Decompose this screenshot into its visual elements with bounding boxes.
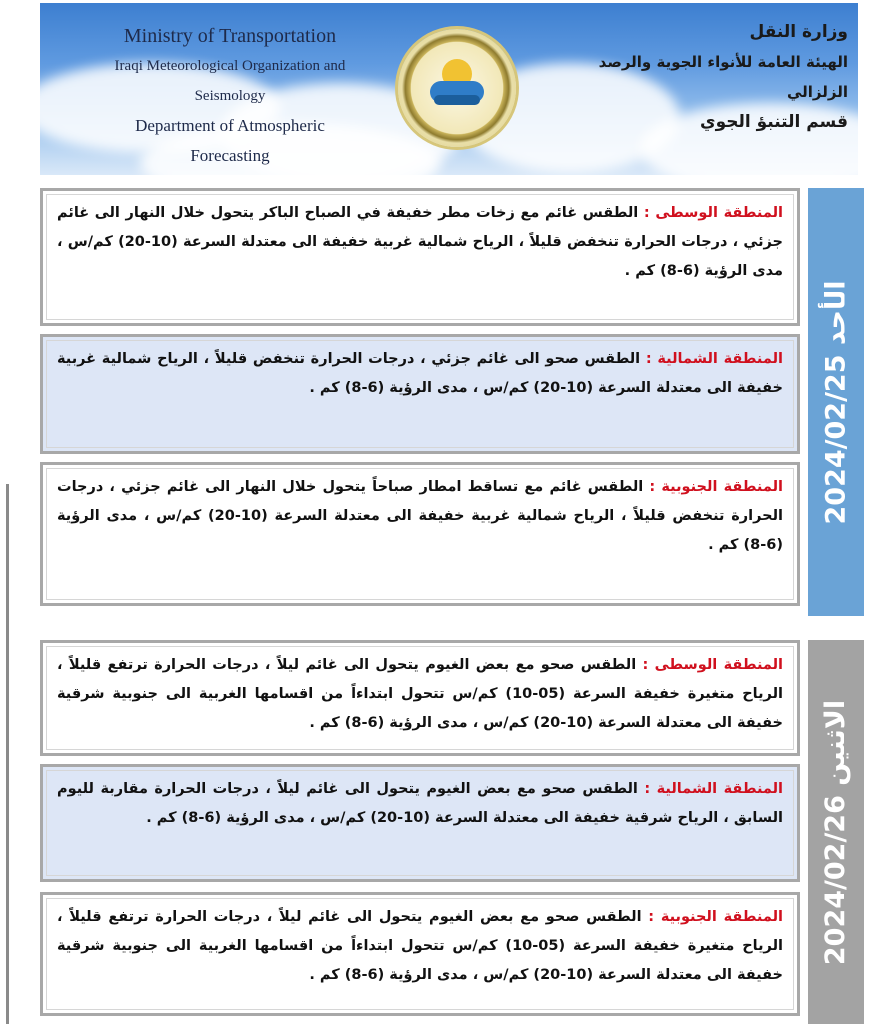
day-label-text: الأحد 2024/02/25 (820, 279, 852, 525)
header-english (100, 21, 360, 171)
region-label: المنطقة الشمالية : (644, 781, 784, 797)
region-label: المنطقة الشمالية : (645, 351, 783, 367)
region-label: المنطقة الجنوبية : (649, 479, 783, 495)
department-name-en: Department of Atmospheric Forecasting (135, 116, 325, 165)
ministry-name-en: Ministry of Transportation (123, 25, 337, 47)
organization-logo (398, 29, 516, 147)
forecast-north-day1 (40, 334, 800, 454)
forecast-text: الطقس صحو مع بعض الغيوم يتحول الى غائم ليلاً ، درجات الحرارة مقاربة لليوم السابق ، الرياح شرقية خفيفة الى معتدلة السرعة (10-20) كم/س ، مدى الرؤية (6-8) كم . (57, 781, 783, 826)
logo-wave-icon (434, 95, 480, 105)
region-label: المنطقة الوسطى : (643, 205, 783, 221)
forecast-central-day1 (40, 188, 800, 326)
region-label: المنطقة الجنوبية : (648, 909, 783, 925)
day-label-text: الاثنين 2024/02/26 (820, 699, 852, 965)
page-edge-divider (6, 484, 9, 1024)
region-label: المنطقة الوسطى : (642, 657, 783, 673)
organization-name-ar: الهيئة العامة للأنواء الجوية والرصد الزلزالي (598, 53, 848, 101)
forecast-text: الطقس صحو الى غائم جزئي ، درجات الحرارة تنخفض قليلاً ، الرياح شمالية غربية خفيفة الى معتدلة السرعة (10-20) كم/س ، مدى الرؤية (6-8) كم . (57, 351, 783, 396)
forecast-text: الطقس غائم مع زخات مطر خفيفة في الصباح الباكر يتحول خلال النهار الى غائم جزئي ، درجات الحرارة تنخفض قليلاً ، الرياح شمالية غربية خفيفة الى معتدلة السرعة (10-20) كم/س ، مدى الرؤية (6-8) كم . (57, 205, 784, 279)
forecast-text: الطقس صحو مع بعض الغيوم يتحول الى غائم ليلاً ، درجات الحرارة ترتفع قليلاً ، الرياح متغيرة خفيفة السرعة (05-10) كم/س تتحول ابتداءاً من اقسامها الغربية الى جنوبية شرقية خفيفة الى معتدلة السرعة (10-20) كم/س ، مدى الرؤية (6-8) كم . (57, 657, 783, 731)
header-arabic (548, 17, 848, 137)
forecast-central-day2 (40, 640, 800, 756)
forecast-text: الطقس غائم مع تساقط امطار صباحاً يتحول خلال النهار الى غائم جزئي ، درجات الحرارة تنخفض قليلاً ، الرياح شمالية غربية خفيفة الى معتدلة السرعة (10-20) كم/س ، مدى الرؤية (6-8) كم . (57, 479, 783, 553)
department-name-ar: قسم التنبؤ الجوي (700, 112, 848, 132)
ministry-name-ar: وزارة النقل (749, 22, 848, 42)
organization-name-en: Iraqi Meteorological Organization and Seismology (114, 58, 346, 104)
header-banner (40, 3, 858, 175)
day-label-monday (808, 640, 864, 1024)
day-label-sunday (808, 188, 864, 616)
forecast-south-day1 (40, 462, 800, 606)
forecast-north-day2 (40, 764, 800, 882)
forecast-text: الطقس صحو مع بعض الغيوم يتحول الى غائم ليلاً ، درجات الحرارة ترتفع قليلاً ، الرياح متغيرة خفيفة السرعة (05-10) كم/س تتحول ابتداءاً من اقسامها الغربية الى جنوبية شرقية خفيفة الى معتدلة السرعة (10-20) كم/س ، مدى الرؤية (6-8) كم . (57, 909, 783, 983)
forecast-south-day2 (40, 892, 800, 1016)
